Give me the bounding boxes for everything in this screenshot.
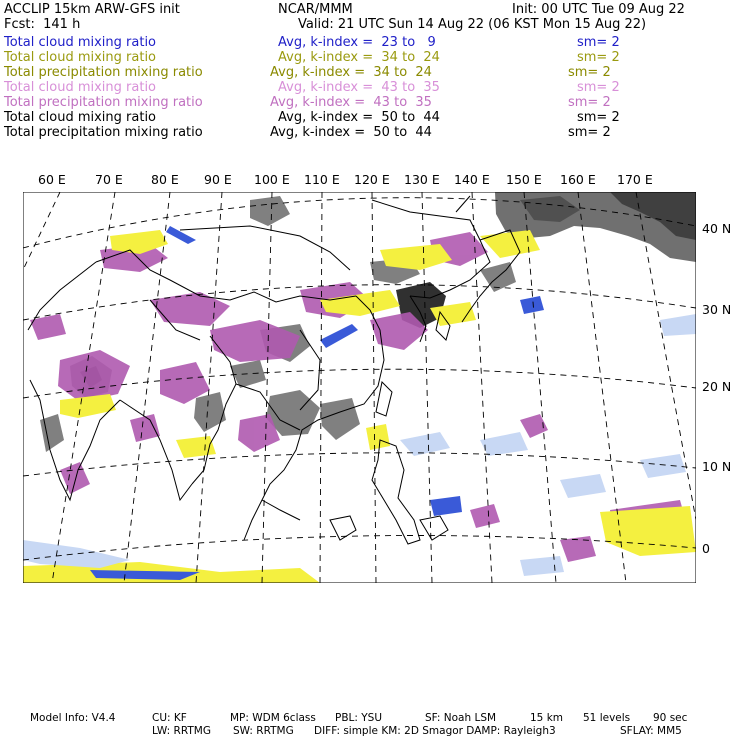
legend-sm-1: sm= 2 bbox=[577, 35, 620, 50]
lon-label-150e: 150 E bbox=[506, 172, 542, 187]
legend-field-2: Total cloud mixing ratio bbox=[4, 50, 157, 65]
model-title: ACCLIP 15km ARW-GFS init bbox=[4, 2, 180, 17]
lat-label-0: 0 bbox=[702, 541, 710, 556]
legend-avg-6: Avg, k-index = 50 to 44 bbox=[278, 110, 440, 125]
model-info-sf: SF: Noah LSM bbox=[425, 712, 497, 724]
legend-avg-7: Avg, k-index = 50 to 44 bbox=[270, 125, 432, 140]
init-time: Init: 00 UTC Tue 09 Aug 22 bbox=[512, 2, 685, 17]
lon-label-140e: 140 E bbox=[454, 172, 490, 187]
lon-label-130e: 130 E bbox=[404, 172, 440, 187]
lat-label-20n: 20 N bbox=[702, 379, 732, 394]
model-info-timestep: 90 sec bbox=[653, 712, 688, 724]
legend-sm-7: sm= 2 bbox=[568, 125, 611, 140]
valid-time: Valid: 21 UTC Sun 14 Aug 22 (06 KST Mon 15 Aug 22) bbox=[298, 17, 647, 32]
model-info-levels: 51 levels bbox=[583, 712, 631, 724]
lon-label-90e: 90 E bbox=[204, 172, 232, 187]
lat-label-10n: 10 N bbox=[702, 459, 732, 474]
organization-label: NCAR/MMM bbox=[278, 2, 353, 17]
lon-label-100e: 100 E bbox=[254, 172, 290, 187]
legend-avg-3: Avg, k-index = 34 to 24 bbox=[270, 65, 432, 80]
legend-sm-6: sm= 2 bbox=[577, 110, 620, 125]
legend-avg-1: Avg, k-index = 23 to 9 bbox=[278, 35, 436, 50]
model-info-cu: CU: KF bbox=[152, 712, 187, 724]
lon-label-170e: 170 E bbox=[617, 172, 653, 187]
model-info-resolution: 15 km bbox=[530, 712, 564, 724]
legend-field-1: Total cloud mixing ratio bbox=[4, 35, 157, 50]
lon-label-120e: 120 E bbox=[354, 172, 390, 187]
legend-sm-3: sm= 2 bbox=[568, 65, 611, 80]
legend-field-5: Total precipitation mixing ratio bbox=[4, 95, 203, 110]
legend-field-6: Total cloud mixing ratio bbox=[4, 110, 157, 125]
model-info-pbl: PBL: YSU bbox=[335, 712, 383, 724]
model-info-diff: DIFF: simple KM: 2D Smagor DAMP: Rayleigh3 bbox=[314, 725, 556, 737]
lat-label-30n: 30 N bbox=[702, 302, 732, 317]
lat-label-40n: 40 N bbox=[702, 221, 732, 236]
legend-avg-5: Avg, k-index = 43 to 35 bbox=[270, 95, 432, 110]
lon-label-60e: 60 E bbox=[38, 172, 66, 187]
lon-label-70e: 70 E bbox=[95, 172, 123, 187]
lon-label-160e: 160 E bbox=[560, 172, 596, 187]
forecast-hour: Fcst: 141 h bbox=[4, 17, 81, 32]
legend-sm-5: sm= 2 bbox=[568, 95, 611, 110]
legend-avg-4: Avg, k-index = 43 to 35 bbox=[278, 80, 440, 95]
lon-label-80e: 80 E bbox=[151, 172, 179, 187]
model-info-sflay: SFLAY: MM5 bbox=[620, 725, 682, 737]
legend-avg-2: Avg, k-index = 34 to 24 bbox=[278, 50, 440, 65]
model-info-sw: SW: RRTMG bbox=[233, 725, 294, 737]
model-info-lw: LW: RRTMG bbox=[152, 725, 211, 737]
legend-field-4: Total cloud mixing ratio bbox=[4, 80, 157, 95]
model-info-version: Model Info: V4.4 bbox=[30, 712, 116, 724]
legend-field-7: Total precipitation mixing ratio bbox=[4, 125, 203, 140]
lon-label-110e: 110 E bbox=[304, 172, 340, 187]
legend-field-3: Total precipitation mixing ratio bbox=[4, 65, 203, 80]
model-info-mp: MP: WDM 6class bbox=[230, 712, 316, 724]
legend-sm-2: sm= 2 bbox=[577, 50, 620, 65]
legend-sm-4: sm= 2 bbox=[577, 80, 620, 95]
